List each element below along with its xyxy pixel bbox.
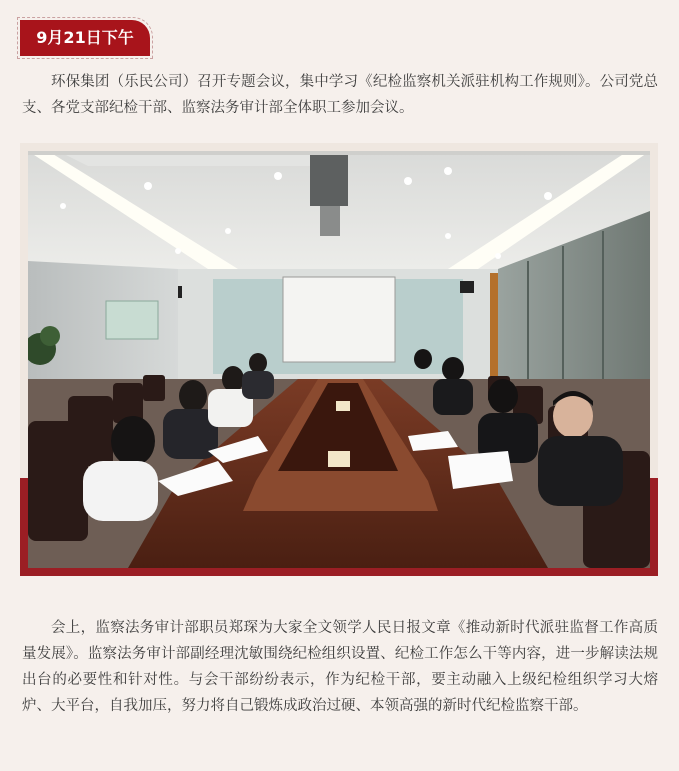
date-label: 9月21日下午 [36, 28, 134, 47]
photo-frame [20, 143, 658, 576]
body-paragraph: 会上，监察法务审计部职员郑琛为大家全文领学人民日报文章《推动新时代派驻监督工作高质量发展》。监察法务审计部副经理沈敏围绕纪检组织设置、纪检工作怎么干等内容，进一步解读法规出台的必要性和针对性。与会干部纷纷表示，作为纪检干部，要主动融入上级纪检组织学习大熔炉、大平台，自我加压，努力将自己锻炼成政治过硬、本领高强的新时代纪检监察干部。 [22, 620, 658, 714]
date-badge [20, 20, 150, 56]
meeting-photo [28, 151, 650, 568]
intro-paragraph: 环保集团（乐民公司）召开专题会议，集中学习《纪检监察机关派驻机构工作规则》。公司党总支、各党支部纪检干部、监察法务审计部全体职工参加会议。 [22, 74, 658, 116]
